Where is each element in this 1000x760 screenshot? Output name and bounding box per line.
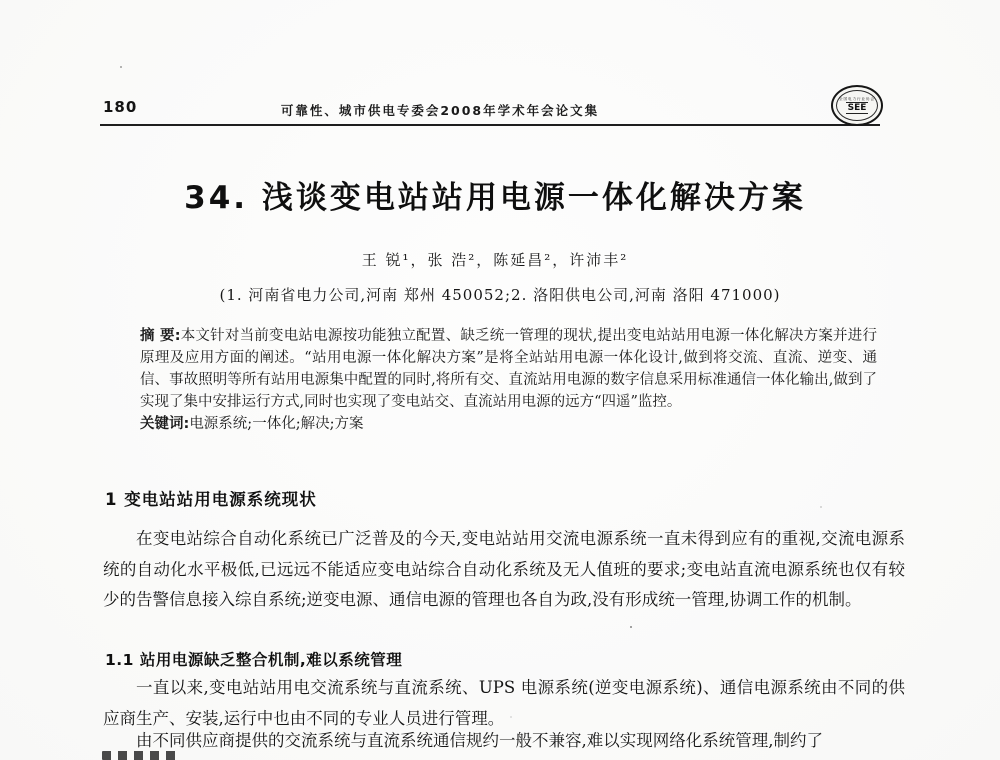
abstract-block xyxy=(140,325,877,435)
keywords-paragraph xyxy=(140,413,877,435)
logo-inner-ring xyxy=(836,90,878,121)
affiliation-line: (1. 河南省电力公司,河南 郑州 450052;2. 洛阳供电公司,河南 洛阳 471000) xyxy=(219,286,781,304)
article-title: 34. 浅谈变电站站用电源一体化解决方案 xyxy=(184,180,806,216)
keywords-label: 关键词: xyxy=(140,416,190,432)
abstract-label: 摘 要: xyxy=(140,328,181,344)
section-1-1-paragraph-2: 由不同供应商提供的交流系统与直流系统通信规约一般不兼容,难以实现网络化系统管理,制约了 xyxy=(136,731,823,750)
cutoff-text-fragment xyxy=(102,751,176,760)
logo-see-text: SEE xyxy=(847,103,867,113)
section-1-1-heading: 1.1 站用电源缺乏整合机制,难以系统管理 xyxy=(105,651,403,669)
abstract-paragraph xyxy=(140,325,877,413)
society-emblem-logo xyxy=(831,85,883,126)
section-1-1-paragraph-1: 一直以来,变电站站用电交流系统与直流系统、UPS 电源系统(逆变电源系统)、通信电源系统由不同的供应商生产、安装,运行中也由不同的专业人员进行管理。 xyxy=(103,678,905,728)
proceedings-header-title: 可靠性、城市供电专委会2008年学术年会论文集 xyxy=(280,103,600,118)
section-1-heading: 1 变电站站用电源系统现状 xyxy=(105,490,317,509)
authors-line: 王 锐¹，张 浩²，陈延昌²，许沛丰² xyxy=(361,251,629,269)
logo-arc-text: 全国电力行业协会 xyxy=(839,96,875,101)
keywords-text: 电源系统;一体化;解决;方案 xyxy=(189,416,364,432)
header-rule xyxy=(100,124,880,126)
abstract-text: 本文针对当前变电站电源按功能独立配置、缺乏统一管理的现状,提出变电站站用电源一体化解决方案并进行原理及应用方面的阐述。“站用电源一体化解决方案”是将全站站用电源一体化设计,做到将交流、直流、逆变、通信、事故照明等所有站用电源集中配置的同时,将所有交、直流站用电源的数字信息采用标准通信一体化输出,做到了实现了集中安排运行方式,同时也实现了变电站交、直流站用电源的远方“四遥”监控。 xyxy=(140,328,877,410)
section-1-paragraph: 在变电站综合自动化系统已广泛普及的今天,变电站站用交流电源系统一直未得到应有的重视,交流电源系统的自动化水平极低,已远远不能适应变电站综合自动化系统及无人值班的要求;变电站直流电源系统也仅有较少的告警信息接入综自系统;逆变电源、通信电源的管理也各自为政,没有形成统一管理,协调工作的机制。 xyxy=(103,529,905,609)
page-number: 180 xyxy=(103,98,138,116)
scan-noise-speckles xyxy=(630,626,632,628)
